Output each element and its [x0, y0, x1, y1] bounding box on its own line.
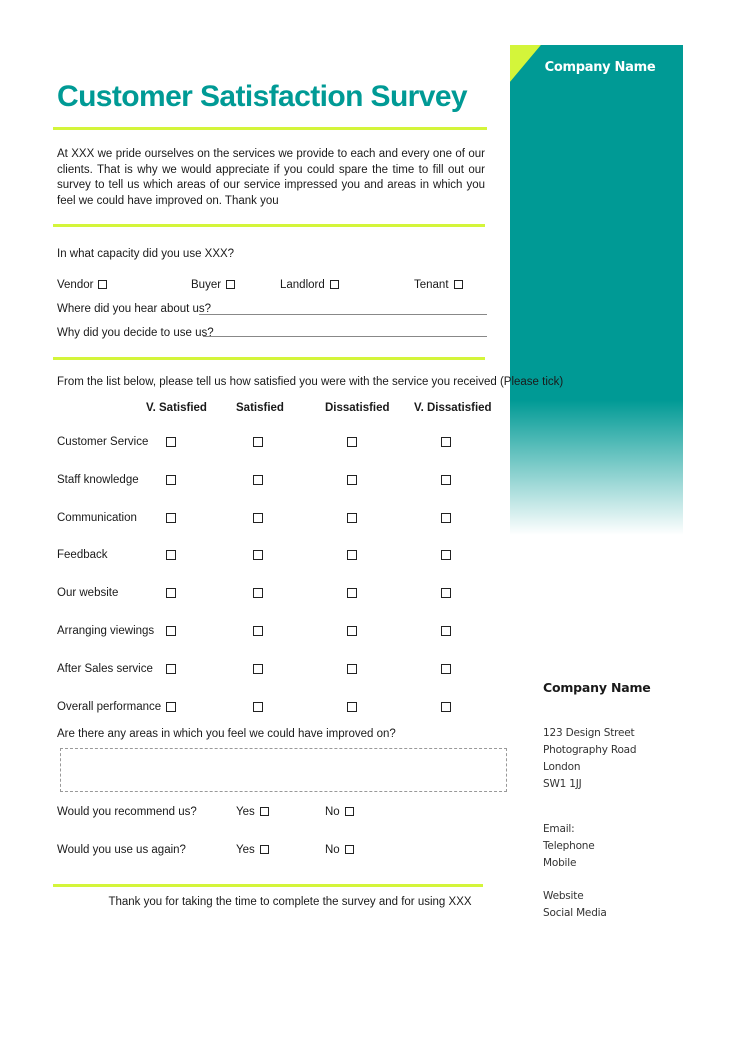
improve-textarea[interactable] — [60, 748, 507, 792]
header-company-name: Company Name — [544, 60, 656, 75]
col-very-dissatisfied: V. Dissatisfied — [414, 402, 492, 414]
rating-checkbox[interactable] — [166, 626, 176, 636]
rating-checkbox[interactable] — [441, 437, 451, 447]
use-again-yes[interactable]: Yes — [236, 844, 269, 856]
address-line: Photography Road — [543, 744, 637, 756]
web-line: Website — [543, 890, 584, 902]
checkbox[interactable] — [98, 280, 107, 289]
rating-checkbox[interactable] — [441, 475, 451, 485]
web-line: Social Media — [543, 907, 607, 919]
why-use-field[interactable] — [203, 336, 487, 337]
page-title: Customer Satisfaction Survey — [57, 80, 467, 113]
rating-row-label: Overall performance — [57, 701, 162, 713]
hear-about-field[interactable] — [199, 314, 487, 315]
col-dissatisfied: Dissatisfied — [325, 402, 390, 414]
rating-row-label: Staff knowledge — [57, 474, 139, 486]
option-buyer[interactable]: Buyer — [191, 279, 235, 291]
contact-line: Email: — [543, 823, 575, 835]
checkbox[interactable] — [345, 845, 354, 854]
rating-checkbox[interactable] — [166, 437, 176, 447]
rating-checkbox[interactable] — [441, 588, 451, 598]
recommend-question: Would you recommend us? — [57, 806, 197, 818]
use-again-question: Would you use us again? — [57, 844, 186, 856]
rating-row-label: Our website — [57, 587, 119, 599]
rating-checkbox[interactable] — [253, 664, 263, 674]
divider — [53, 127, 487, 130]
option-landlord[interactable]: Landlord — [280, 279, 339, 291]
rating-checkbox[interactable] — [347, 664, 357, 674]
rating-checkbox[interactable] — [347, 437, 357, 447]
option-tenant[interactable]: Tenant — [414, 279, 463, 291]
rating-checkbox[interactable] — [347, 626, 357, 636]
checkbox[interactable] — [260, 807, 269, 816]
checkbox[interactable] — [330, 280, 339, 289]
checkbox[interactable] — [454, 280, 463, 289]
divider — [53, 224, 485, 227]
rating-checkbox[interactable] — [166, 664, 176, 674]
col-satisfied: Satisfied — [236, 402, 284, 414]
rating-checkbox[interactable] — [441, 550, 451, 560]
checkbox[interactable] — [226, 280, 235, 289]
rating-checkbox[interactable] — [166, 475, 176, 485]
intro-paragraph: At XXX we pride ourselves on the services we provide to each and every one of our clients. That is why we would appreciate if you could spare the time to fill out our survey to tell us which areas of our service impressed you and areas in which you feel we could have improved on. Thank you — [57, 148, 485, 207]
option-vendor[interactable]: Vendor — [57, 279, 107, 291]
rating-checkbox[interactable] — [253, 437, 263, 447]
rating-checkbox[interactable] — [166, 702, 176, 712]
rating-checkbox[interactable] — [166, 588, 176, 598]
rating-checkbox[interactable] — [347, 475, 357, 485]
rating-row-label: After Sales service — [57, 663, 153, 675]
rating-checkbox[interactable] — [253, 702, 263, 712]
divider — [53, 884, 483, 887]
sidebar-company-name: Company Name — [543, 680, 651, 695]
rating-checkbox[interactable] — [253, 475, 263, 485]
rating-checkbox[interactable] — [253, 513, 263, 523]
rating-checkbox[interactable] — [253, 588, 263, 598]
rating-row-label: Feedback — [57, 549, 108, 561]
contact-line: Mobile — [543, 857, 577, 869]
rating-row-label: Communication — [57, 512, 137, 524]
improve-question: Are there any areas in which you feel we could have improved on? — [57, 728, 396, 740]
capacity-question: In what capacity did you use XXX? — [57, 248, 235, 260]
rating-checkbox[interactable] — [441, 626, 451, 636]
col-very-satisfied: V. Satisfied — [146, 402, 207, 414]
why-use-label: Why did you decide to use us? — [57, 327, 214, 339]
ratings-instruction: From the list below, please tell us how satisfied you were with the service you received (Please tick) — [57, 376, 564, 388]
hear-about-label: Where did you hear about us? — [57, 303, 212, 315]
rating-checkbox[interactable] — [347, 702, 357, 712]
checkbox[interactable] — [260, 845, 269, 854]
address-line: SW1 1JJ — [543, 778, 582, 790]
rating-row-label: Customer Service — [57, 436, 149, 448]
recommend-yes[interactable]: Yes — [236, 806, 269, 818]
rating-checkbox[interactable] — [441, 664, 451, 674]
rating-checkbox[interactable] — [166, 550, 176, 560]
divider — [53, 357, 485, 360]
address-line: London — [543, 761, 581, 773]
rating-checkbox[interactable] — [166, 513, 176, 523]
footer-thanks: Thank you for taking the time to complete the survey and for using XXX — [108, 896, 472, 908]
rating-row-label: Arranging viewings — [57, 625, 155, 637]
rating-checkbox[interactable] — [347, 550, 357, 560]
rating-checkbox[interactable] — [253, 550, 263, 560]
corner-accent-cut — [510, 45, 541, 82]
rating-checkbox[interactable] — [441, 513, 451, 523]
rating-checkbox[interactable] — [347, 588, 357, 598]
address-line: 123 Design Street — [543, 727, 635, 739]
rating-checkbox[interactable] — [441, 702, 451, 712]
rating-checkbox[interactable] — [347, 513, 357, 523]
side-color-band — [510, 45, 683, 535]
recommend-no[interactable]: No — [325, 806, 354, 818]
contact-line: Telephone — [543, 840, 595, 852]
rating-checkbox[interactable] — [253, 626, 263, 636]
use-again-no[interactable]: No — [325, 844, 354, 856]
checkbox[interactable] — [345, 807, 354, 816]
